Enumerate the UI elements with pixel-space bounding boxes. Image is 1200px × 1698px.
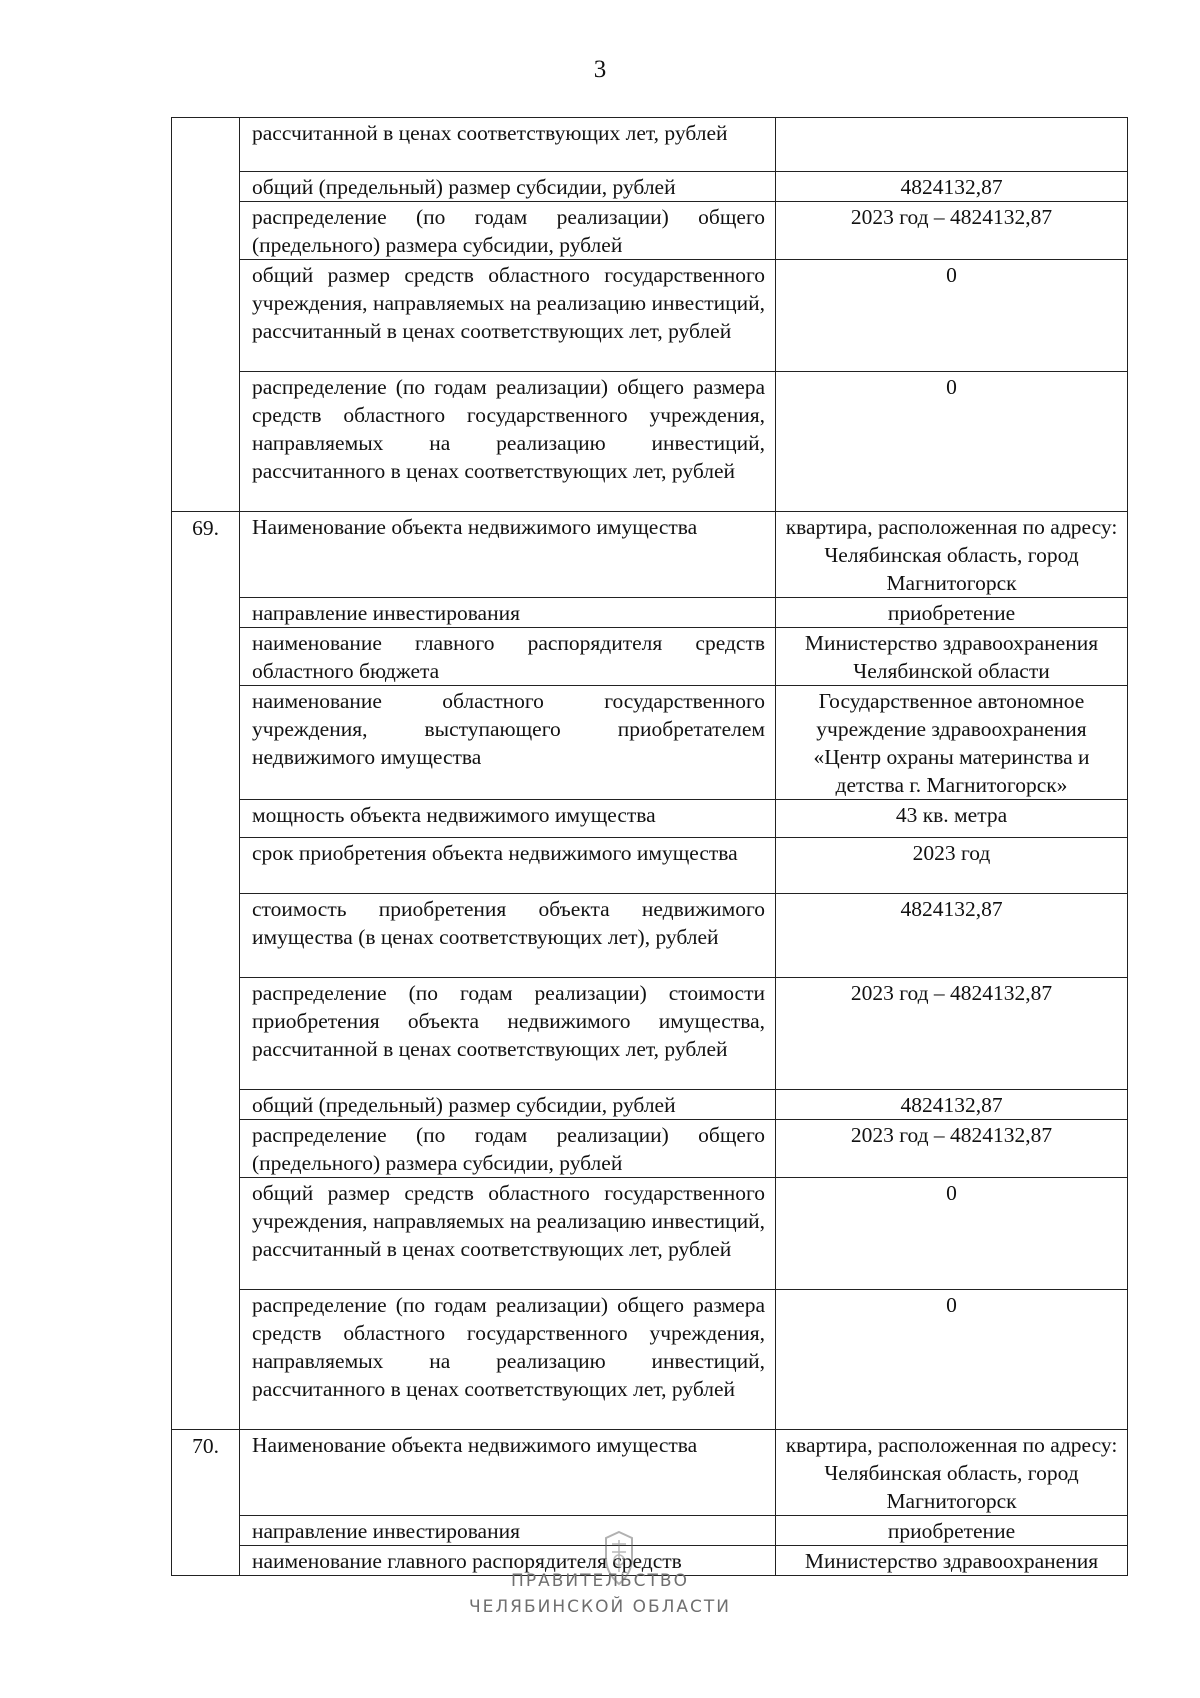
row-label: общий (предельный) размер субсидии, рублей	[240, 172, 776, 202]
row-value: 0	[776, 372, 1128, 512]
row-value: 43 кв. метра	[776, 800, 1128, 838]
row-label: распределение (по годам реализации) общего размера средств областного государственного учреждения, направляемых на реализацию инвестиций, рассчитанного в ценах соответствующих лет, рублей	[240, 1290, 776, 1430]
table-row	[172, 1178, 1128, 1290]
row-label: направление инвестирования	[240, 1516, 776, 1546]
table-row	[172, 838, 1128, 894]
row-value: Министерство здравоохранения Челябинской области	[776, 628, 1128, 686]
table-row	[172, 686, 1128, 800]
row-number-cell: 69.	[172, 512, 240, 1430]
table-row	[172, 800, 1128, 838]
footer-line-2: ЧЕЛЯБИНСКОЙ ОБЛАСТИ	[468, 1597, 732, 1617]
row-value: 0	[776, 260, 1128, 372]
table-row	[172, 1120, 1128, 1178]
table-row	[172, 512, 1128, 598]
row-label: мощность объекта недвижимого имущества	[240, 800, 776, 838]
row-value: 4824132,87	[776, 1090, 1128, 1120]
row-label: рассчитанной в ценах соответствующих лет, рублей	[240, 118, 776, 172]
table-row	[172, 118, 1128, 172]
row-value: 2023 год – 4824132,87	[776, 1120, 1128, 1178]
row-value: квартира, расположенная по адресу: Челябинская область, город Магнитогорск	[776, 512, 1128, 598]
row-number-cell	[172, 118, 240, 512]
row-value	[776, 118, 1128, 172]
table-row	[172, 1430, 1128, 1516]
row-value: Министерство здравоохранения	[776, 1546, 1128, 1576]
row-label: Наименование объекта недвижимого имущества	[240, 1430, 776, 1516]
table-row	[172, 260, 1128, 372]
row-value: приобретение	[776, 598, 1128, 628]
row-label: общий размер средств областного государственного учреждения, направляемых на реализацию инвестиций, рассчитанный в ценах соответствующих лет, рублей	[240, 1178, 776, 1290]
table-row	[172, 172, 1128, 202]
footer-line-1: ПРАВИТЕЛЬСТВО	[511, 1571, 689, 1591]
row-value: 2023 год	[776, 838, 1128, 894]
row-value: 2023 год – 4824132,87	[776, 202, 1128, 260]
row-value: 0	[776, 1290, 1128, 1430]
row-label: Наименование объекта недвижимого имущества	[240, 512, 776, 598]
row-label: распределение (по годам реализации) общего (предельного) размера субсидии, рублей	[240, 202, 776, 260]
row-label: стоимость приобретения объекта недвижимого имущества (в ценах соответствующих лет), рублей	[240, 894, 776, 978]
row-value: 0	[776, 1178, 1128, 1290]
page-number: 3	[593, 56, 607, 83]
table-row	[172, 894, 1128, 978]
row-value: 4824132,87	[776, 894, 1128, 978]
row-value: приобретение	[776, 1516, 1128, 1546]
row-value: квартира, расположенная по адресу: Челябинская область, город Магнитогорск	[776, 1430, 1128, 1516]
footer-stamp	[0, 1568, 1200, 1620]
table-row	[172, 1090, 1128, 1120]
row-number-cell: 70.	[172, 1430, 240, 1576]
row-value: 4824132,87	[776, 172, 1128, 202]
row-label: распределение (по годам реализации) общего размера средств областного государственного учреждения, направляемых на реализацию инвестиций, рассчитанного в ценах соответствующих лет, рублей	[240, 372, 776, 512]
row-label: наименование главного распорядителя средств	[240, 1546, 776, 1576]
row-value: Государственное автономное учреждение здравоохранения «Центр охраны материнства и детства г. Магнитогорск»	[776, 686, 1128, 800]
table-row	[172, 598, 1128, 628]
row-label: распределение (по годам реализации) стоимости приобретения объекта недвижимого имущества, рассчитанной в ценах соответствующих лет, рублей	[240, 978, 776, 1090]
table-row	[172, 1290, 1128, 1430]
row-label: распределение (по годам реализации) общего (предельного) размера субсидии, рублей	[240, 1120, 776, 1178]
table-row	[172, 628, 1128, 686]
investment-objects-table	[171, 117, 1128, 1576]
row-label: общий размер средств областного государственного учреждения, направляемых на реализацию инвестиций, рассчитанный в ценах соответствующих лет, рублей	[240, 260, 776, 372]
row-value: 2023 год – 4824132,87	[776, 978, 1128, 1090]
table-row	[172, 372, 1128, 512]
table-row	[172, 202, 1128, 260]
row-label: наименование областного государственного учреждения, выступающего приобретателем недвижимого имущества	[240, 686, 776, 800]
row-label: наименование главного распорядителя средств областного бюджета	[240, 628, 776, 686]
row-label: направление инвестирования	[240, 598, 776, 628]
row-label: общий (предельный) размер субсидии, рублей	[240, 1090, 776, 1120]
table-row	[172, 978, 1128, 1090]
row-label: срок приобретения объекта недвижимого имущества	[240, 838, 776, 894]
